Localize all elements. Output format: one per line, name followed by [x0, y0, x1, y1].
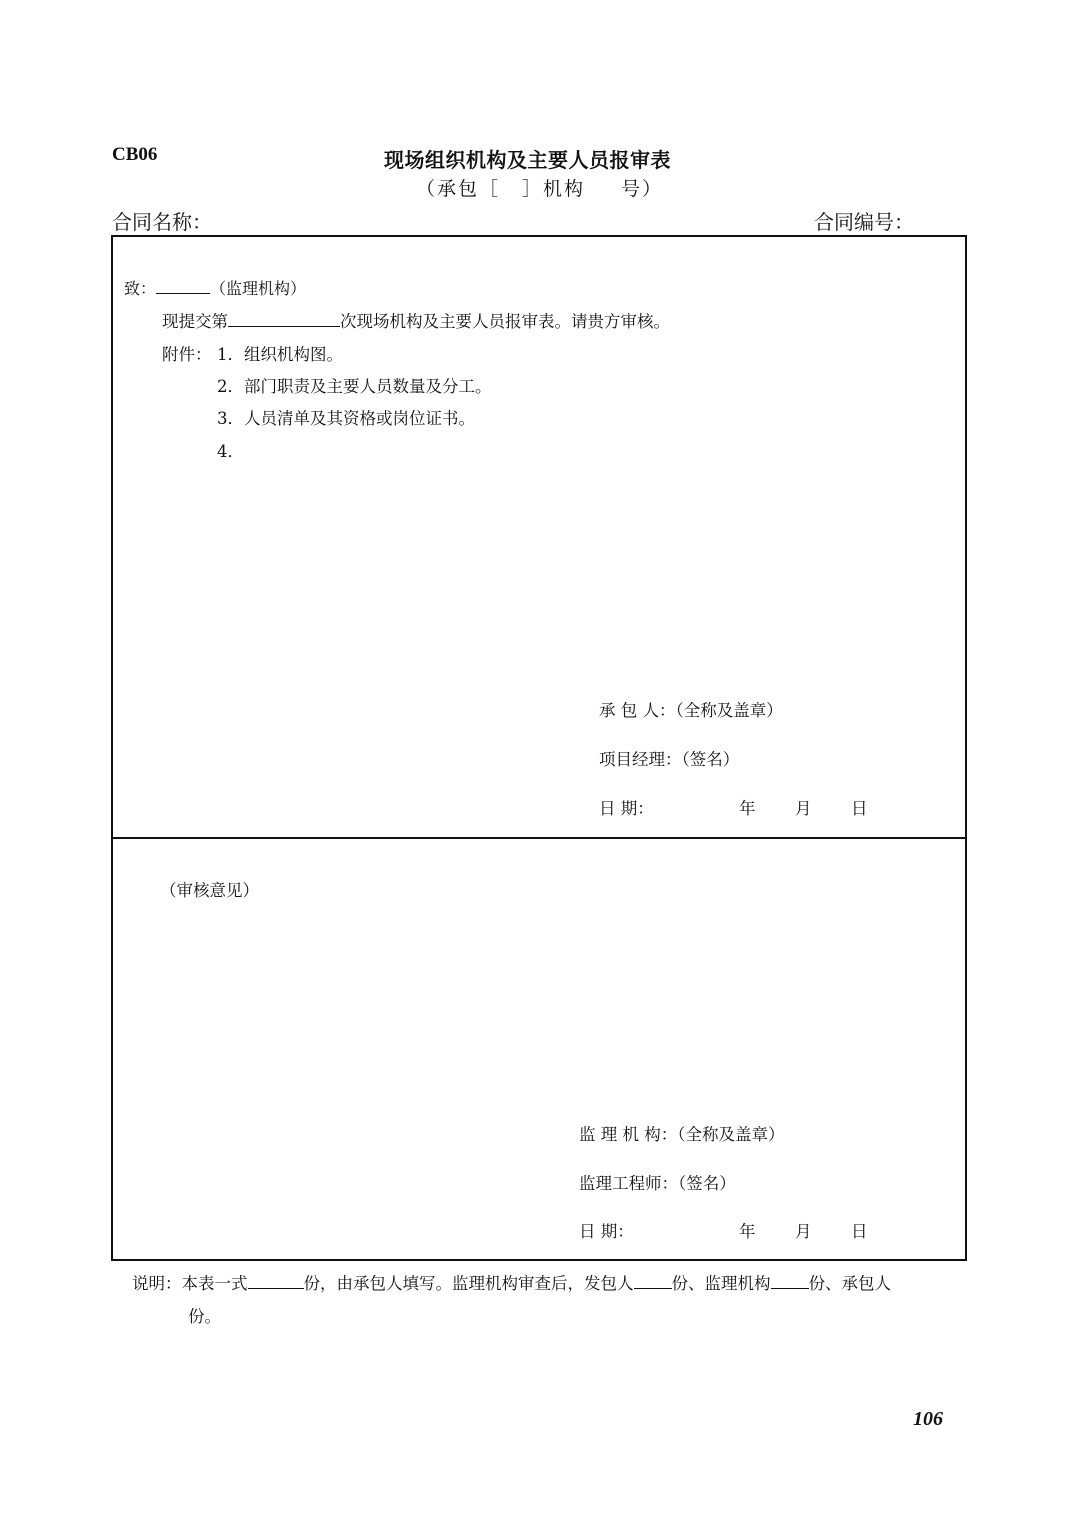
review-opinion-label: （审核意见） [160, 881, 259, 900]
attachment-item: 3．人员清单及其资格或岗位证书。 [217, 409, 475, 428]
page-number: 106 [913, 1408, 943, 1430]
contract-name-label: 合同名称： [112, 210, 212, 234]
to-suffix: （监理机构） [210, 279, 307, 298]
attachment-item: 2．部门职责及主要人员数量及分工。 [217, 377, 492, 396]
date-year: 年 [739, 1222, 756, 1241]
subtitle-mid: ］机构 [522, 178, 586, 200]
form-subtitle [416, 174, 663, 201]
submission-prefix: 现提交第 [162, 312, 228, 331]
note-part2: 份，由承包人填写。监理机构审查后，发包人 [303, 1274, 634, 1293]
supervisor-org-label: 监 理 机 构：（全称及盖章） [579, 1125, 785, 1144]
submission-line [162, 308, 670, 332]
to-label: 致： [124, 279, 157, 298]
copies-owner-blank[interactable] [634, 1271, 672, 1289]
note-part3: 份、监理机构 [671, 1274, 771, 1293]
contract-number-label: 合同编号： [814, 210, 914, 234]
date-day: 日 [851, 799, 868, 818]
date-day: 日 [851, 1222, 868, 1241]
date-year: 年 [739, 799, 756, 818]
attachment-item: 1．组织机构图。 [217, 345, 343, 364]
supervisor-blank[interactable] [156, 276, 210, 294]
attachment-item: 4． [217, 442, 244, 461]
date-month: 月 [795, 1222, 812, 1241]
submission-number-blank[interactable] [228, 309, 340, 327]
subtitle-suffix: 号） [621, 178, 664, 200]
form-code: CB06 [112, 144, 158, 165]
copies-total-blank[interactable] [248, 1271, 304, 1289]
subtitle-prefix: （承包［ [416, 178, 501, 200]
date-label: 日 期： [579, 1222, 634, 1241]
project-manager-label: 项目经理：（签名） [599, 750, 740, 769]
copies-supervisor-blank[interactable] [771, 1271, 809, 1289]
date-label: 日 期： [599, 799, 654, 818]
section-divider [111, 837, 967, 839]
submission-suffix: 次现场机构及主要人员报审表。请贵方审核。 [340, 312, 670, 331]
footer-note-line2: 份。 [188, 1307, 221, 1326]
note-part4: 份、承包人 [808, 1274, 891, 1293]
date-month: 月 [795, 799, 812, 818]
contractor-label: 承 包 人：（全称及盖章） [599, 701, 783, 720]
attachments-label: 附件： [162, 345, 212, 364]
note-prefix: 说明：本表一式 [132, 1274, 248, 1293]
footer-note [132, 1270, 891, 1294]
form-title: 现场组织机构及主要人员报审表 [384, 148, 671, 172]
to-line [124, 276, 306, 299]
supervising-engineer-label: 监理工程师：（签名） [579, 1174, 736, 1193]
